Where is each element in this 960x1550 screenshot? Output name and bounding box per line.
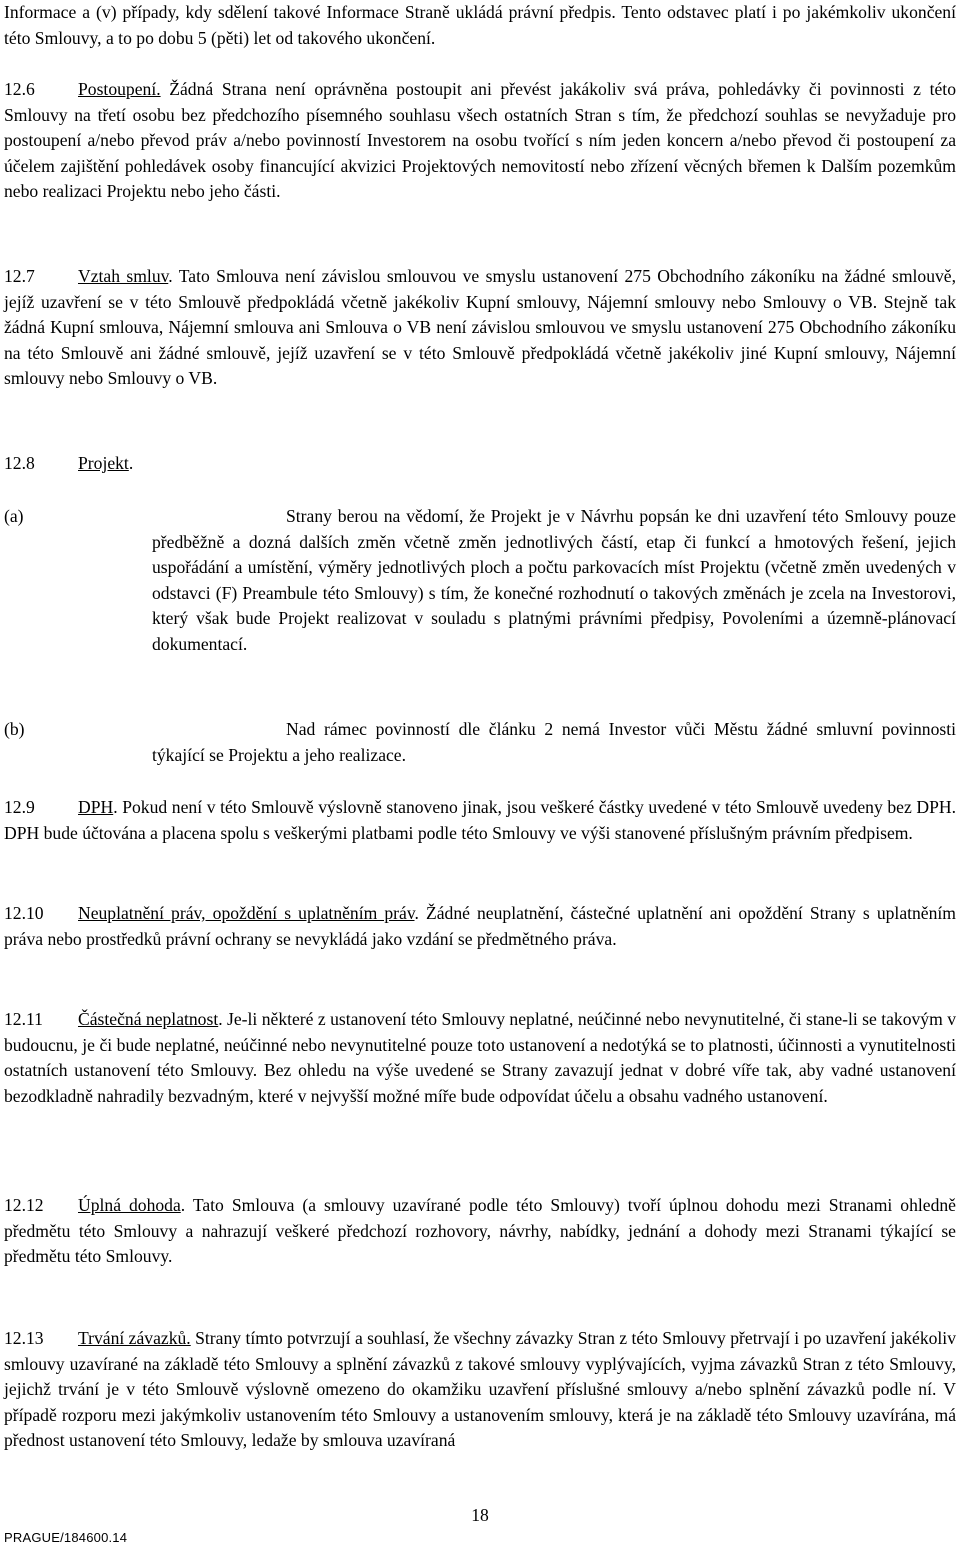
section-12-10: [4, 901, 956, 952]
subsection-body: Strany berou na vědomí, že Projekt je v Návrhu popsán ke dni uzavření této Smlouvy pouze předběžně a dozná dalších změn včetně změn jednotlivých částí, etap či funkcí a hmotových řešení, jejich uspořádání a umístění, výměry jednotlivých ploch a počtu parkovacích míst Projektu (včetně změn uvedených v odstavci (F) Preambule této Smlouvy) s tím, že konečné rozhodnutí o takových změnách je zcela na Investorovi, který však bude Projekt realizovat v souladu s platnými právními předpisy, Povoleními a územně-plánovací dokumentací.: [152, 506, 956, 654]
section-title: Vztah smluv: [78, 266, 169, 286]
section-body: . Je-li některé z ustanovení této Smlouvy neplatné, neúčinné nebo nevynutitelné, či stane-li se takovým v budoucnu, je či bude neplatné, neúčinné nebo nevynutitelné pouze toto ustanovení a nedotýká se to platnosti, účinnosti a vynutitelnosti ostatních ustanovení této Smlouvy. Bez ohledu na výše uvedené se Strany zavazují jednat v dobré víře tak, aby vadné ustanovení bezodkladně nahradily bezvadným, které v nejvyšší možné míře bude odpovídat účelu a obsahu vadného ustanovení.: [4, 1009, 956, 1106]
section-number: 12.10: [4, 903, 44, 923]
document-reference-footer: PRAGUE/184600.14: [4, 1530, 128, 1545]
section-12-13: [4, 1326, 956, 1454]
section-title: Trvání závazků.: [78, 1328, 191, 1348]
section-title-dot: .: [128, 453, 134, 473]
section-body: . Tato Smlouva není závislou smlouvou ve smyslu ustanovení 275 Obchodního zákoníku na žádné smlouvě, jejíž uzavření se v této Smlouvě předpokládá včetně jakékoliv Kupní smlouvy, Nájemní smlouvy nebo Smlouvy o VB. Stejně tak žádná Kupní smlouva, Nájemní smlouva ani Smlouva o VB není závislou smlouvou ve smyslu ustanovení 275 Obchodního zákoníku na této Smlouvě ani žádné smlouvě, jejíž uzavření se v této Smlouvě předpokládá včetně jakékoliv jiné Kupní smlouvy, Nájemní smlouvy nebo Smlouvy o VB.: [4, 266, 956, 389]
page-number: 18: [471, 1505, 489, 1525]
section-title: Částečná neplatnost: [78, 1009, 219, 1029]
intro-text: Informace a (v) případy, kdy sdělení takové Informace Straně ukládá právní předpis. Tento odstavec platí i po jakémkoliv ukončení této Smlouvy, a to po dobu 5 (pěti) let od takového ukončení.: [4, 2, 956, 48]
section-12-6: [4, 77, 956, 205]
intro-paragraph: [4, 0, 956, 51]
subsection-body: Nad rámec povinností dle článku 2 nemá Investor vůči Městu žádné smluvní povinnosti týkající se Projektu a jeho realizace.: [152, 719, 956, 765]
subsection-label: (b): [4, 719, 25, 739]
section-12-7: [4, 264, 956, 392]
section-12-8-b: [4, 717, 956, 768]
section-body: Strany tímto potvrzují a souhlasí, že všechny závazky Stran z této Smlouvy přetrvají i po uzavření jakékoliv smlouvy uzavírané na základě této Smlouvy a splnění závazků z takové smlouvy vyplývajících, vyjma závazků Stran z této Smlouvy, jejichž trvání je v této Smlouvě výslovně omezeno do okamžiku uzavření příslušné smlouvy a/nebo splnění závazků podle ní. V případě rozporu mezi jakýmkoliv ustanovením této Smlouvy a ustanovením smlouvy, která je na základě této Smlouvy uzavírána, má přednost ustanovení této Smlouvy, ledaže by smlouva uzavíraná: [4, 1328, 956, 1451]
section-number: 12.6: [4, 79, 35, 99]
section-body: . Pokud není v této Smlouvě výslovně stanoveno jinak, jsou veškeré částky uvedené v této Smlouvě uvedeny bez DPH. DPH bude účtována a placena spolu s veškerými platbami podle této Smlouvy ve výši stanovené příslušným právním předpisem.: [4, 797, 956, 843]
section-number: 12.7: [4, 266, 35, 286]
section-title: Úplná dohoda: [78, 1195, 181, 1215]
section-12-11: [4, 1007, 956, 1109]
section-body: . Žádné neuplatnění, částečné uplatnění ani opoždění Strany s uplatněním práva nebo prostředků právní ochrany se nevykládá jako vzdání se předmětného práva.: [4, 903, 956, 949]
section-number: 12.13: [4, 1328, 44, 1348]
section-number: 12.11: [4, 1009, 43, 1029]
section-12-8-a: [4, 504, 956, 658]
section-title: Postoupení.: [78, 79, 161, 99]
section-number: 12.9: [4, 797, 35, 817]
section-12-8: [4, 451, 956, 477]
section-body: . Tato Smlouva (a smlouvy uzavírané podle této Smlouvy) tvoří úplnou dohodu mezi Stranami ohledně předmětu této Smlouvy a nahrazují veškeré předchozí rozhovory, návrhy, nabídky, jednání a dohody mezi Stranami týkající se předmětu této Smlouvy.: [4, 1195, 956, 1267]
section-title: Neuplatnění práv, opoždění s uplatněním práv: [78, 903, 415, 923]
subsection-label: (a): [4, 506, 24, 526]
section-12-9: [4, 795, 956, 846]
section-body: Žádná Strana není oprávněna postoupit ani převést jakákoliv svá práva, pohledávky či povinnosti z této Smlouvy na třetí osobu bez předchozího písemného souhlasu všech ostatních Stran s tím, že předchozí souhlas se nevyžaduje pro postoupení a/nebo převod práv a/nebo povinností Investorem na osobu tvořící s ním jeden koncern a/nebo převod či postoupení za účelem zajištění pohledávek osoby financující akvizici Projektových nemovitostí nebo zřízení věcných břemen k Dalším pozemkům nebo realizaci Projektu nebo jeho části.: [4, 79, 956, 202]
section-number: 12.8: [4, 453, 35, 473]
section-title: DPH: [78, 797, 114, 817]
section-title: Projekt: [78, 453, 129, 473]
section-12-12: [4, 1193, 956, 1270]
section-number: 12.12: [4, 1195, 44, 1215]
